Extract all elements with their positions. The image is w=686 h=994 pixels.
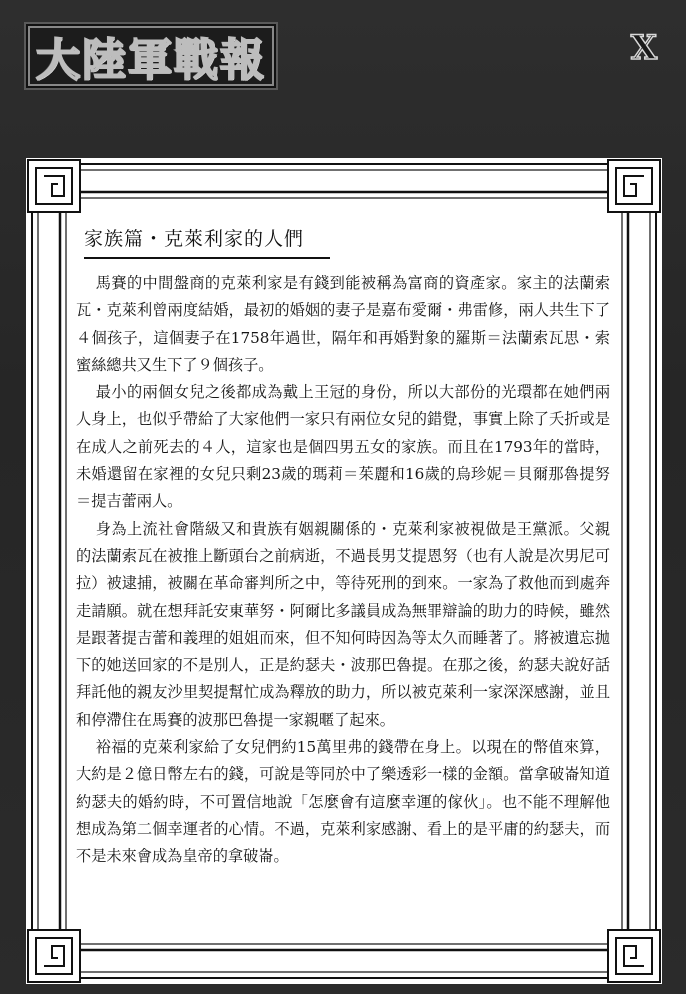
paragraph-1: 馬賽的中間盤商的克萊利家是有錢到能被稱為富商的資產家。家主的法蘭索瓦・克萊利曾兩度結婚，最初的婚姻的妻子是嘉布愛爾・弗雷修，兩人共生下了４個孩子，這個妻子在1758年過世，隔年和再婚對象的羅斯＝法蘭索瓦思・索蜜絲總共又生下了９個孩子。 xyxy=(76,274,610,374)
paragraph-4: 裕福的克萊利家給了女兒們約15萬里弗的錢帶在身上。以現在的幣值來算，大約是２億日幣左右的錢，可說是等同於中了樂透彩一樣的金額。當拿破崙知道約瑟夫的婚約時，不可置信地說「怎麼會有這麼幸運的傢伙」。也不能不理解他想成為第二個幸運者的心情。不過，克萊利家感謝、看上的是平庸的約瑟夫，而不是未來會成為皇帝的拿破崙。 xyxy=(76,738,610,866)
article-body xyxy=(76,270,610,871)
corner-ornament-top-left xyxy=(28,160,80,212)
series-title-logo xyxy=(24,22,278,90)
article-title: 家族篇・克萊利家的人們 xyxy=(84,224,330,259)
chapter-letter: X xyxy=(630,28,658,68)
paragraph-2: 最小的兩個女兒之後都成為戴上王冠的身份，所以大部份的光環都在她們兩人身上，也似乎帶給了大家他們一家只有兩位女兒的錯覺，事實上除了夭折或是在成人之前死去的４人，這家也是個四男五女的家族。而且在1793年的當時，未婚還留在家裡的女兒只剩23歲的瑪莉＝茱麗和16歲的烏珍妮＝貝爾那魯提努＝提吉蕾兩人。 xyxy=(76,383,610,511)
chapter-badge xyxy=(626,30,662,66)
series-title-text: 大陸軍戰報 xyxy=(36,35,266,86)
paragraph-3: 身為上流社會階級又和貴族有姻親關係的・克萊利家被視做是王黨派。父親的法蘭索瓦在被推上斷頭台之前病逝，不過長男艾提恩努（也有人說是次男尼可拉）被逮捕，被關在革命審判所之中，等待死刑的到來。一家為了救他而到處奔走請願。就在想拜託安東華努・阿爾比多議員成為無罪辯論的助力的時候，雖然是跟著提吉蕾和義理的姐姐而來，但不知何時因為等太久而睡著了。將被遺忘拋下的她送回家的不是別人，正是約瑟夫・波那巴魯提。在那之後，約瑟夫說好話拜託他的親友沙里契提幫忙成為釋放的助力，所以被克萊利一家深深感謝，並且和停滯住在馬賽的波那巴魯提一家親暱了起來。 xyxy=(76,519,610,729)
